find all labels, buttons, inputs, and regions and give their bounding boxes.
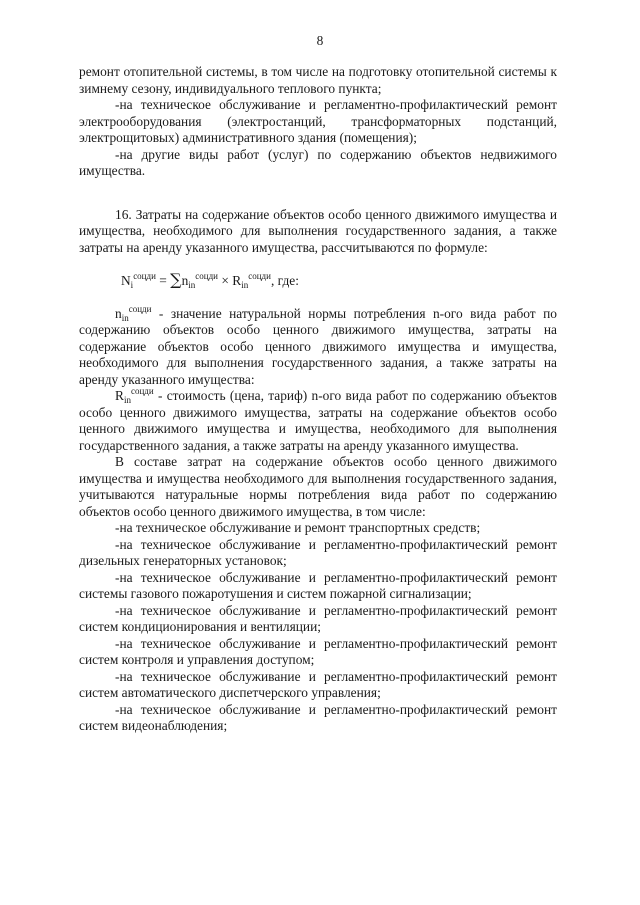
def-r-superscript: соцди [130,386,154,396]
def-r-subscript: in [123,395,131,405]
def-n-superscript: соцди [128,303,152,314]
cost-formula [79,272,557,290]
list-item: -на техническое обслуживание и регламентно-профилактический ремонт систем видеонаблюдения; [79,701,557,733]
formula-lhs: N [121,273,131,288]
def-r-text: - стоимость (цена, тариф) n-ого вида работ по содержанию объектов особо ценного движимого имущества, затраты на содержание объектов особо ценного движимого имущества и имущества, необходимого для выполнения государственного задания, а также затраты на аренду указанного имущества. [79,388,557,453]
formula-equals: = [155,273,171,288]
formula-tail: , где: [270,273,299,288]
formula-r: R [232,273,242,288]
composition-paragraph: В составе затрат на содержание объектов особо ценного движимого имущества и имущества необходимого для выполнения государственного задания, учитываются натуральные нормы потребления вида работ по содержанию объектов особо ценного движимого имущества, в том числе: [79,454,557,519]
list-item: -на другие виды работ (услуг) по содержанию объектов недвижимого имущества. [79,146,557,178]
list-item: -на техническое обслуживание и регламентно-профилактический ремонт дизельных генераторных установок; [79,536,557,568]
list-item: -на техническое обслуживание и регламентно-профилактический ремонт систем контроля и управления доступом; [79,635,557,667]
def-n-subscript: in [121,312,129,323]
list-item: -на техническое обслуживание и регламентно-профилактический ремонт системы газового пожаротушения и систем пожарной сигнализации; [79,569,557,601]
paragraph-16: 16. Затраты на содержание объектов особо ценного движимого имущества и имущества, необходимого для выполнения государственного задания, а также затраты на аренду указанного имущества, рассчитываются по формуле: [79,206,557,255]
list-item: -на техническое обслуживание и регламентно-профилактический ремонт систем автоматического диспетчерского управления; [79,668,557,700]
page-number: 8 [316,33,324,48]
formula-times: × [218,273,233,288]
list-item: -на техническое обслуживание и регламентно-профилактический ремонт электрооборудования (электростанций, трансформаторных подстанций, электрощитовых) административного здания (помещения); [79,97,557,145]
def-n-text: - значение натуральной нормы потребления n-ого вида работ по содержанию объектов особо ценного движимого имущества, затраты на содержание объектов особо ценного движимого имущества и имущества, необходимого для выполнения государственного задания, а также затраты на аренду указанного имущества: [79,305,557,387]
intro-paragraph: ремонт отопительной системы, в том числе на подготовку отопительной системы к зимнему сезону, индивидуального теплового пункта; [79,64,557,96]
formula-lhs-subscript: i [130,280,134,290]
formula-n-subscript: in [188,280,196,290]
formula-r-superscript: соцди [248,271,271,281]
document-body [79,64,557,735]
definition-n [79,303,557,389]
def-r-symbol: R [115,388,124,403]
formula-lhs-superscript: соцди [133,271,156,281]
list-item: -на техническое обслуживание и регламентно-профилактический ремонт систем кондиционирования и вентиляции; [79,602,557,634]
def-n-symbol: n [115,305,122,321]
sum-symbol: ∑ [170,270,182,289]
list-item: -на техническое обслуживание и ремонт транспортных средств; [115,520,481,535]
formula-r-subscript: in [241,280,249,290]
formula-n: n [181,273,189,288]
formula-n-superscript: соцди [195,271,219,281]
definition-r [79,388,557,454]
